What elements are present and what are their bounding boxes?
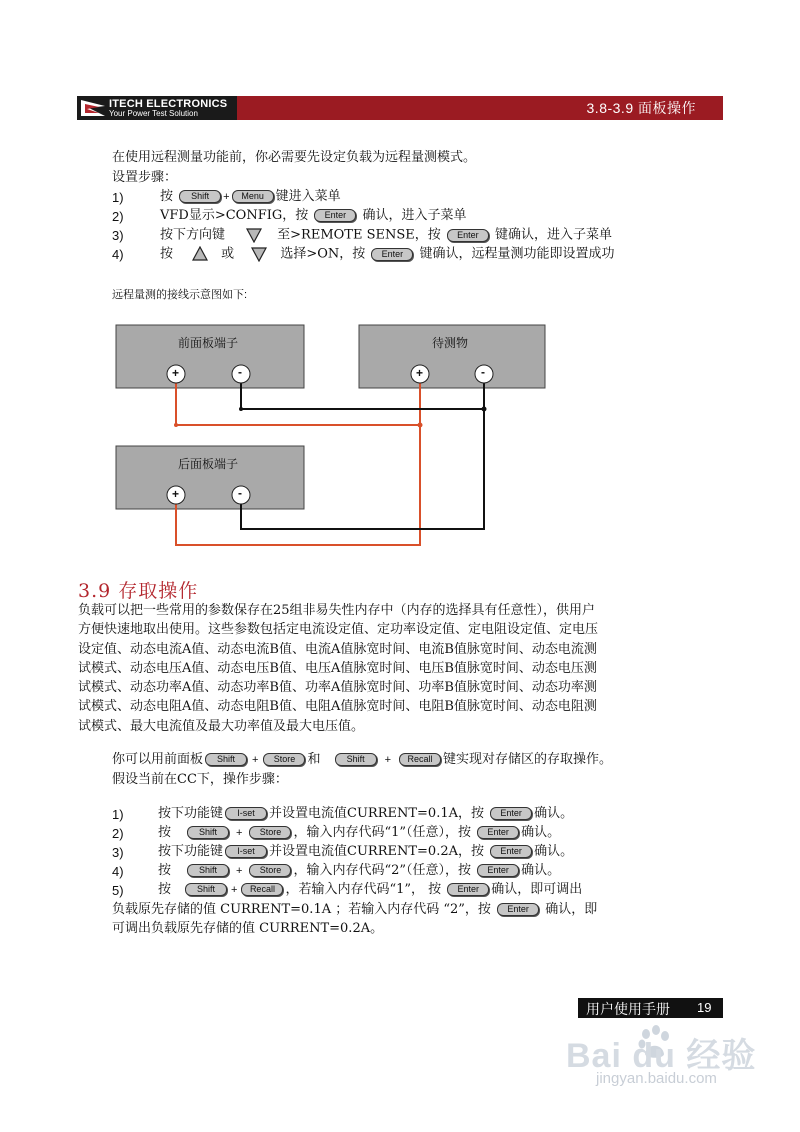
use-and: 和 [307,752,321,767]
step3-num: 3) [112,228,124,243]
s5-text: 按 [158,882,172,897]
enter-key[interactable]: Enter [497,903,539,916]
section-3-9-title: 3.9 存取操作 [78,580,199,602]
iset-key[interactable]: I-set [225,845,267,858]
steps-label: 设置步骤： [112,170,178,185]
menu-key[interactable]: Menu [232,190,274,203]
store-step2 [158,825,560,841]
dut-plus-label: + [416,366,424,380]
store-key[interactable]: Store [249,826,291,839]
shift-key[interactable]: Shift [185,883,227,896]
step4-or: 或 [221,246,235,262]
s1-text-mid: 并设置电流值CURRENT=0.1A，按 [269,806,484,821]
recall-key[interactable]: Recall [241,883,283,896]
s3-text: 按下功能键 [158,844,224,859]
step3-text-mid: 至>REMOTE SENSE，按 [277,227,441,243]
enter-key[interactable]: Enter [314,209,356,222]
dut-minus-label: - [481,365,485,379]
plus-sign: + [236,865,243,877]
s5b-text-end: 确认，即 [545,902,598,917]
shift-key[interactable]: Shift [187,826,229,839]
enter-key[interactable]: Enter [477,826,519,839]
store-step5 [158,882,582,898]
section-title: 3.8-3.9 面板操作 [586,100,696,116]
enter-key[interactable]: Enter [490,807,532,820]
watermark-url: jingyan.baidu.com [596,1070,717,1087]
front-minus-label: - [238,365,242,379]
s1-text-end: 确认。 [534,806,574,821]
dut-label: 待测物 [432,336,469,350]
enter-key[interactable]: Enter [371,248,413,261]
rear-plus-label: + [172,487,180,501]
s5-text-mid: ，若输入内存代码“1”， 按 [285,882,442,897]
s4-text-mid: ，输入内存代码“2”（任意），按 [293,863,472,878]
para-line: 试模式、最大电流值及最大功率值及最大电压值。 [78,718,365,734]
wiring-diagram [0,0,800,560]
s2-text: 按 [158,825,172,840]
s4-text-end: 确认。 [521,863,561,878]
remote-intro: 在使用远程测量功能前，你必需要先设定负载为远程量测模式。 [112,150,477,165]
enter-key[interactable]: Enter [490,845,532,858]
para-line: 试模式、动态电压A值、动态电压B值、电压A值脉宽时间、电压B值脉宽时间、动态电压测 [78,660,597,676]
step2-text-end: 确认，进入子菜单 [362,208,467,223]
store-key[interactable]: Store [249,864,291,877]
front-panel-label: 前面板端子 [178,336,239,350]
use-line [112,752,612,768]
rear-minus-label: - [238,486,242,500]
s5b-text: 负载原先存储的值 CURRENT=0.1A ；若输入内存代码 “2”，按 [112,902,491,917]
store-step5-cont [112,902,597,918]
use-text: 你可以用前面板 [112,752,204,767]
step4-text: 按 [160,246,174,262]
s1-text: 按下功能键 [158,806,224,821]
rear-panel-label: 后面板端子 [178,457,239,471]
shift-key[interactable]: Shift [187,864,229,877]
assume-line: 假设当前在CC下，操作步骤： [112,772,288,787]
recall-key[interactable]: Recall [399,753,441,766]
page-number: 19 [697,1000,712,1015]
s4-num: 4) [112,864,124,879]
plus-sign: + [236,827,243,839]
para-line: 试模式、动态电阻A值、动态电阻B值、电阻A值脉宽时间、电阻B值脉宽时间、动态电阻测 [78,699,597,715]
iset-key[interactable]: I-set [225,807,267,820]
section-3-9-paragraph [78,601,626,736]
use-text-end: 键实现对存储区的存取操作。 [443,752,613,767]
plus-sign: + [223,191,230,203]
watermark-logo: Bai du 经验 [566,1037,757,1075]
step1-text: 按 [160,189,174,204]
enter-key[interactable]: Enter [477,864,519,877]
s5-num: 5) [112,883,124,898]
enter-key[interactable]: Enter [447,229,489,242]
s3-text-end: 确认。 [534,844,574,859]
step3-text-end: 键确认，进入子菜单 [495,227,613,243]
store-step4 [158,863,560,879]
shift-key[interactable]: Shift [179,190,221,203]
para-line: 试模式、动态功率A值、动态功率B值、功率A值脉宽时间、功率B值脉宽时间、动态功率测 [78,680,597,696]
s2-text-mid: ，输入内存代码“1”（任意），按 [293,825,472,840]
manual-label: 用户使用手册 [586,1001,670,1017]
step2-num: 2) [112,209,124,224]
brand-name: ITECH ELECTRONICS [109,98,228,110]
para-line: 设定值、动态电流A值、动态电流B值、电流A值脉宽时间、电流B值脉宽时间、动态电流测 [78,641,597,657]
s3-text-mid: 并设置电流值CURRENT=0.2A，按 [269,844,484,859]
store-step5-end: 可调出负载原先存储的值 CURRENT=0.2A。 [112,921,384,936]
brand-tagline: Your Power Test Solution [109,109,198,118]
store-step3 [158,844,573,860]
s5-text-end: 确认，即可调出 [491,882,583,897]
shift-key[interactable]: Shift [335,753,377,766]
front-plus-label: + [172,366,180,380]
step2-text: VFD显示>CONFIG，按 [160,208,309,223]
step1-text-end: 键进入菜单 [275,189,341,204]
diagram-caption: 远程量测的接线示意图如下: [112,289,248,301]
step4-text-mid: 选择>ON，按 [280,246,366,262]
store-key[interactable]: Store [263,753,305,766]
s3-num: 3) [112,845,124,860]
para-line: 负载可以把一些常用的参数保存在25组非易失性内存中（内存的选择具有任意性），供用户 [78,603,596,618]
enter-key[interactable]: Enter [447,883,489,896]
step1-num: 1) [112,190,124,205]
plus-sign: + [384,754,392,766]
para-line: 方便快速地取出使用。这些参数包括定电流设定值、定功率设定值、定电阻设定值、定电压 [78,622,599,638]
step4-text-end: 键确认，远程量测功能即设置成功 [419,246,615,262]
step4-num: 4) [112,247,124,262]
s4-text: 按 [158,863,172,878]
plus-sign: + [231,884,238,896]
s2-num: 2) [112,826,124,841]
s1-num: 1) [112,807,124,822]
store-step1 [158,806,573,822]
shift-key[interactable]: Shift [205,753,247,766]
s2-text-end: 确认。 [521,825,561,840]
step3-text: 按下方向键 [160,227,226,243]
plus-sign: + [252,754,259,766]
